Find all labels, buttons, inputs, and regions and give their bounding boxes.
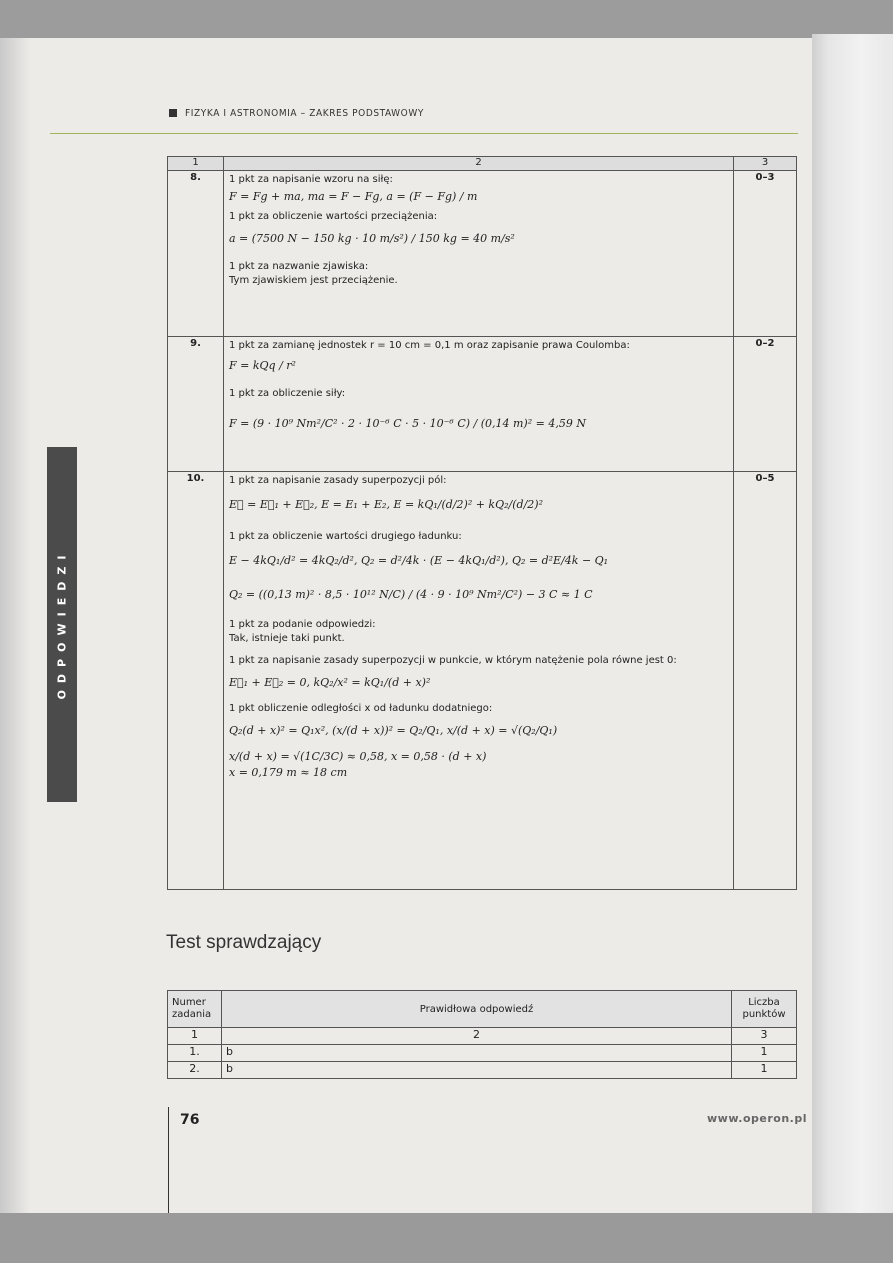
answer: b <box>222 1045 732 1062</box>
points-range: 0–2 <box>734 337 797 472</box>
header-answer: Prawidłowa odpowiedź <box>222 991 732 1028</box>
header-square-icon <box>169 109 177 117</box>
formula: a = (7500 N − 150 kg · 10 m/s²) / 150 kg = 40 m/s² <box>229 232 515 245</box>
scoring-text: 1 pkt za napisanie zasady superpozycji pól: <box>229 475 447 486</box>
formula: E⃗ = E⃗₁ + E⃗₂, E = E₁ + E₂, E = kQ₁/(d/2)² + kQ₂/(d/2)² <box>229 498 543 511</box>
next-page-edge <box>812 34 893 1214</box>
header-task-number: Numer zadania <box>168 991 222 1028</box>
task-number: 10. <box>168 472 224 890</box>
table-header-row <box>168 157 797 171</box>
table-index-row <box>168 1028 797 1045</box>
answer: b <box>222 1062 732 1079</box>
table-row <box>168 337 797 472</box>
scoring-cell <box>224 171 734 337</box>
col-1-header: 1 <box>168 157 224 171</box>
task-number: 9. <box>168 337 224 472</box>
header-points: Liczba punktów <box>732 991 797 1028</box>
formula: F = Fg + ma, ma = F − Fg, a = (F − Fg) / m <box>229 190 478 203</box>
scoring-cell <box>224 472 734 890</box>
points-range: 0–3 <box>734 171 797 337</box>
formula: F = kQq / r² <box>229 359 296 372</box>
scan-top-band <box>0 0 893 38</box>
scoring-text: 1 pkt za napisanie wzoru na siłę: <box>229 174 393 185</box>
page-number: 76 <box>180 1112 200 1128</box>
formula: F = (9 · 10⁹ Nm²/C² · 2 · 10⁻⁶ C · 5 · 10⁻⁶ C) / (0,14 m)² = 4,59 N <box>229 417 586 430</box>
table-row <box>168 171 797 337</box>
scoring-text: 1 pkt za obliczenie wartości przeciążenia: <box>229 211 438 222</box>
col-2-header: 2 <box>224 157 734 171</box>
scoring-text: 1 pkt za napisanie zasady superpozycji w punkcie, w którym natężenie pola równe jest 0: <box>229 655 677 666</box>
task-number: 8. <box>168 171 224 337</box>
scoring-text: 1 pkt za obliczenie siły: <box>229 388 346 399</box>
header-text: FIZYKA I ASTRONOMIA – ZAKRES PODSTAWOWY <box>185 108 424 119</box>
scoring-text: 1 pkt za podanie odpowiedzi: <box>229 619 376 630</box>
table-header-row <box>168 991 797 1028</box>
index-cell: 1 <box>168 1028 222 1045</box>
header-rule <box>50 133 798 134</box>
running-header <box>169 108 424 119</box>
section-title: Test sprawdzający <box>166 932 322 953</box>
points: 1 <box>732 1045 797 1062</box>
scan-bottom-band <box>0 1213 893 1263</box>
formula: E⃗₁ + E⃗₂ = 0, kQ₂/x² = kQ₁/(d + x)² <box>229 676 431 689</box>
task-number: 1. <box>168 1045 222 1062</box>
table-row <box>168 472 797 890</box>
points: 1 <box>732 1062 797 1079</box>
answer-note: Tym zjawiskiem jest przeciążenie. <box>229 275 398 286</box>
scoring-cell <box>224 337 734 472</box>
side-tab <box>47 447 77 802</box>
points-range: 0–5 <box>734 472 797 890</box>
table-row <box>168 1045 797 1062</box>
col-3-header: 3 <box>734 157 797 171</box>
formula: x/(d + x) = √(1C/3C) ≈ 0,58, x = 0,58 · (d + x) <box>229 750 487 763</box>
publisher-url: www.operon.pl <box>707 1112 807 1125</box>
side-tab-label: ODPOWIEDZI <box>55 548 69 700</box>
test-answers-table <box>167 990 797 1079</box>
binding-shadow <box>0 38 30 1213</box>
scoring-text: 1 pkt za nazwanie zjawiska: <box>229 261 369 272</box>
scoring-text: 1 pkt za zamianę jednostek r = 10 cm = 0,1 m oraz zapisanie prawa Coulomba: <box>229 340 630 351</box>
table-row <box>168 1062 797 1079</box>
answers-table <box>167 156 797 890</box>
scoring-text: 1 pkt obliczenie odległości x od ładunku dodatniego: <box>229 703 493 714</box>
footer-rule <box>168 1107 169 1213</box>
formula: E − 4kQ₁/d² = 4kQ₂/d², Q₂ = d²/4k · (E − 4kQ₁/d²), Q₂ = d²E/4k − Q₁ <box>229 554 609 567</box>
index-cell: 3 <box>732 1028 797 1045</box>
index-cell: 2 <box>222 1028 732 1045</box>
task-number: 2. <box>168 1062 222 1079</box>
scoring-text: 1 pkt za obliczenie wartości drugiego ładunku: <box>229 531 462 542</box>
formula: Q₂(d + x)² = Q₁x², (x/(d + x))² = Q₂/Q₁, x/(d + x) = √(Q₂/Q₁) <box>229 724 558 737</box>
answer-note: Tak, istnieje taki punkt. <box>229 633 345 644</box>
formula: x = 0,179 m ≈ 18 cm <box>229 766 348 779</box>
formula: Q₂ = ((0,13 m)² · 8,5 · 10¹² N/C) / (4 · 9 · 10⁹ Nm²/C²) − 3 C ≈ 1 C <box>229 588 593 601</box>
